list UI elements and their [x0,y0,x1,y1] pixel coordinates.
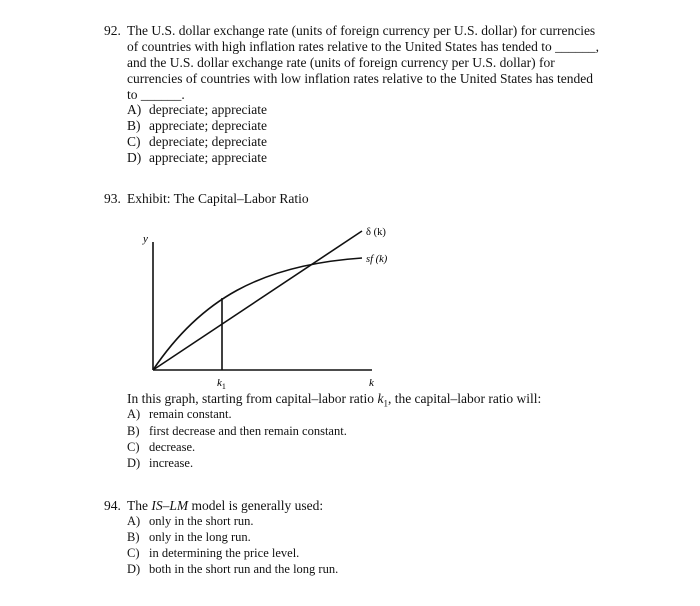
option-label: B) [127,424,140,438]
option-label: A) [127,407,141,421]
question-stem-line: currencies of countries with low inflation rates relative to the United States has tended [127,71,593,86]
option-label: D) [127,150,142,165]
option-label: C) [127,440,140,454]
stem-prefix: The [127,498,152,513]
option-d [127,562,338,578]
question-stem [127,498,323,514]
exhibit-title: Exhibit: The Capital–Labor Ratio [127,191,309,206]
option-label: A) [127,514,141,528]
option-text: decrease. [149,440,196,454]
option-text: only in the long run. [149,530,251,544]
y-axis-label: y [143,233,148,245]
option-text: only in the short run. [149,514,254,528]
option-text: depreciate; appreciate [149,102,268,117]
option-d [127,456,193,472]
x-axis-label: k [369,377,374,389]
option-c [127,546,299,562]
option-a [127,514,254,530]
option-label: C) [127,134,141,149]
stem-suffix: , the capital–labor ratio will: [387,391,542,406]
option-c [127,440,195,456]
option-text: in determining the price level. [149,546,300,560]
option-label: C) [127,546,140,560]
stem-suffix: model is generally used: [188,498,324,513]
option-a [127,407,232,423]
sf-k-curve [153,258,362,370]
question-stem-line: of countries with high inflation rates relative to the United States has tended to ______, [127,39,600,54]
question-stem-line: and the U.S. dollar exchange rate (units of foreign currency per U.S. dollar) for [127,55,555,70]
question-number: 92. [104,23,121,38]
option-text: first decrease and then remain constant. [149,424,347,438]
question-number: 94. [104,498,121,513]
stem-variable: k [377,391,384,406]
question-stem-line: to ______. [127,87,185,102]
option-label: B) [127,530,140,544]
stem-subscript: 1 [383,398,388,409]
k1-label-subscript: 1 [221,382,226,391]
stem-prefix: In this graph, starting from capital–labor ratio [127,391,378,406]
option-b [127,424,347,440]
delta-k-label: δ (k) [366,227,386,238]
k1-label [217,377,226,391]
option-text: remain constant. [149,407,232,421]
question-number: 93. [104,191,121,206]
option-text: both in the short run and the long run. [149,562,339,576]
option-text: increase. [149,456,194,470]
option-label: D) [127,456,141,470]
option-label: B) [127,118,141,133]
k1-label-var: k [217,377,222,389]
sf-k-label: sf (k) [366,254,388,265]
option-label: A) [127,102,142,117]
option-label: D) [127,562,141,576]
stem-model-name: IS–LM [151,498,189,513]
option-b [127,530,251,546]
option-text: appreciate; appreciate [149,150,268,165]
option-text: appreciate; depreciate [149,118,268,133]
question-stem-line: The U.S. dollar exchange rate (units of foreign currency per U.S. dollar) for currencies [127,23,596,38]
option-text: depreciate; depreciate [149,134,268,149]
delta-k-line [153,231,362,370]
